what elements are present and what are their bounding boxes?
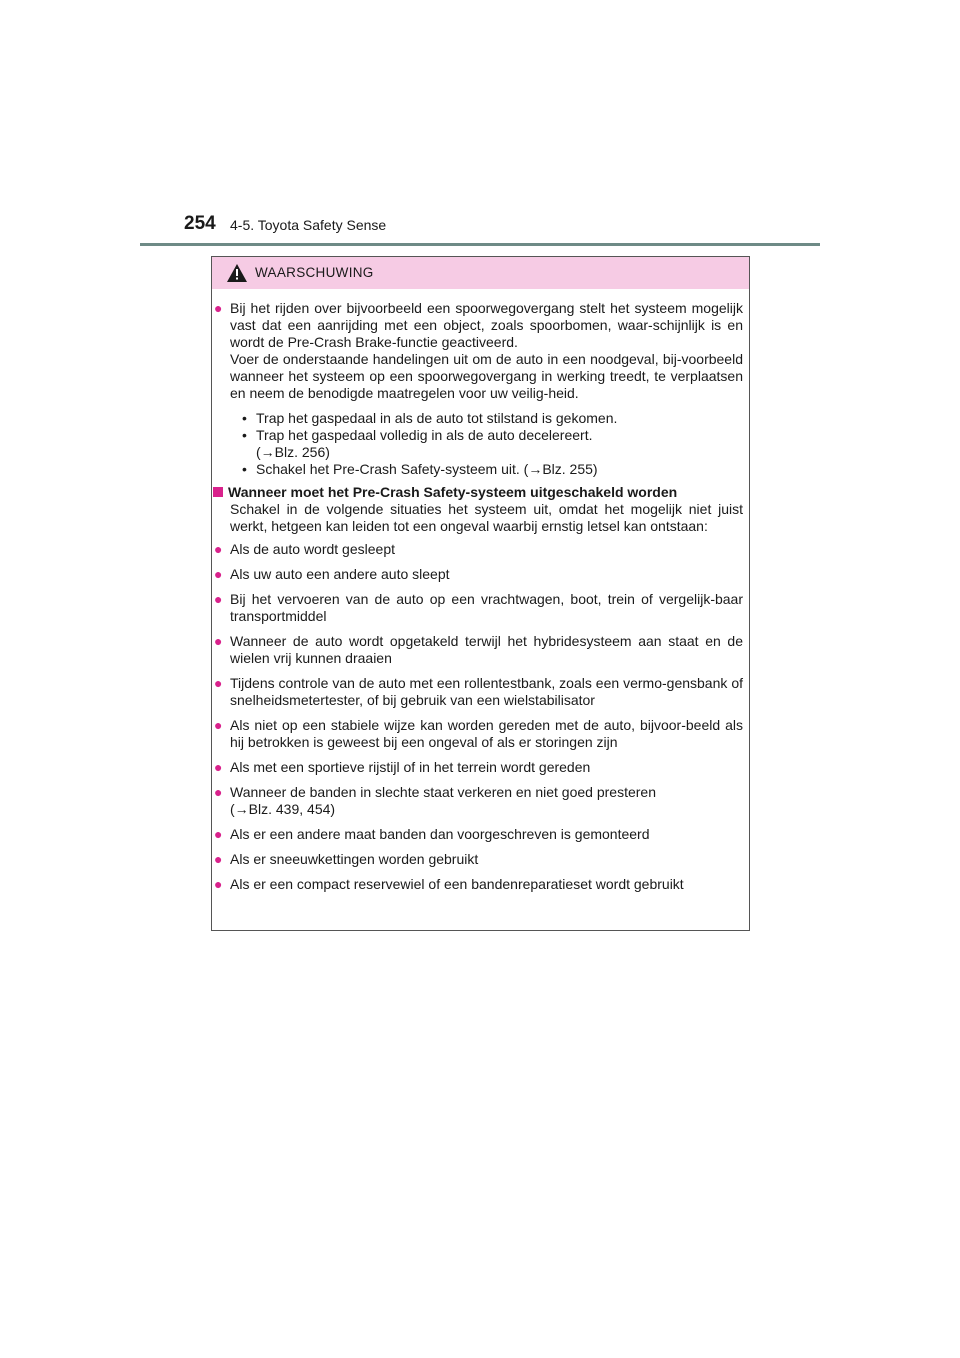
bullet-icon: ● xyxy=(214,784,223,800)
situation-item: ● Als de auto wordt gesleept xyxy=(214,541,395,557)
warning-item xyxy=(212,300,743,402)
situation-item: ● Tijdens controle van de auto met een rollentestbank, zoals een vermo-gensbank of snelheidsmetertester, of bij gebruik van een wielstabilisator xyxy=(214,675,743,708)
sub-list-item: • Trap het gaspedaal volledig in als de auto decelereert. (→Blz. 256) xyxy=(242,427,593,460)
warning-triangle-icon xyxy=(227,264,247,282)
situation-item: ● Wanneer de auto wordt opgetakeld terwijl het hybridesysteem aan staat en de wielen vrij kunnen draaien xyxy=(214,633,743,666)
bullet-icon: ● xyxy=(214,876,223,892)
sub-bullet: • xyxy=(242,427,247,443)
sub-list xyxy=(212,410,743,478)
bullet-icon: ● xyxy=(214,717,223,733)
page-number: 254 xyxy=(184,213,216,234)
situation-item: ● Als uw auto een andere auto sleept xyxy=(214,566,450,582)
warning-header xyxy=(212,257,749,289)
sub-list-item: • Schakel het Pre-Crash Safety-systeem uit. (→Blz. 255) xyxy=(242,461,598,477)
sub-bullet: • xyxy=(242,461,247,477)
sub-list-item: • Trap het gaspedaal in als de auto tot stilstand is gekomen. xyxy=(242,410,618,426)
warning-label: WAARSCHUWING xyxy=(255,265,374,280)
bullet-icon: ● xyxy=(214,566,223,582)
bullet-icon: ● xyxy=(214,591,223,607)
sub-bullet: • xyxy=(242,410,247,426)
bullet-icon: ● xyxy=(214,541,223,557)
warning-item-text-2: Voer de onderstaande handelingen uit om de auto in een noodgeval, bij-voorbeeld wanneer het systeem op een spoorwegovergang in werking treedt, te verplaatsen en neem de benodigde maatregelen voor uw veilig-heid. xyxy=(230,351,743,401)
bullet-icon: ● xyxy=(214,759,223,775)
section-title: 4-5. Toyota Safety Sense xyxy=(230,217,387,233)
section-heading: Wanneer moet het Pre-Crash Safety-systeem uitgeschakeld worden xyxy=(212,484,743,501)
situation-item: ● Als er een compact reservewiel of een bandenreparatieset wordt gebruikt xyxy=(214,876,684,892)
bullet-icon: ● xyxy=(214,851,223,867)
warning-content xyxy=(212,300,743,901)
page-header xyxy=(184,213,824,243)
situation-item: ● Als er een andere maat banden dan voorgeschreven is gemonteerd xyxy=(214,826,650,842)
square-bullet-icon xyxy=(213,487,223,497)
situation-item: ● Als er sneeuwkettingen worden gebruikt xyxy=(214,851,479,867)
section-intro: Schakel in de volgende situaties het systeem uit, omdat het mogelijk niet juist werkt, hetgeen kan leiden tot een ongeval waarbij ernstig letsel kan ontstaan: xyxy=(230,501,743,534)
situation-item: ● Wanneer de banden in slechte staat verkeren en niet goed presteren (→Blz. 439, 454) xyxy=(214,784,656,817)
warning-item-text: Bij het rijden over bijvoorbeeld een spoorwegovergang stelt het systeem mogelijk vast dat een aanrijding met een object, zoals spoorbomen, waar-schijnlijk is en wordt de Pre-Crash Brake-functie geactiveerd. xyxy=(230,300,743,350)
bullet-icon: ● xyxy=(214,826,223,842)
bullet-icon: ● xyxy=(214,633,223,649)
situation-item: ● Als met een sportieve rijstijl of in het terrein wordt gereden xyxy=(214,759,591,775)
situation-item: ● Als niet op een stabiele wijze kan worden gereden met de auto, bijvoor-beeld als hij betrokken is geweest bij een ongeval of als er storingen zijn xyxy=(214,717,743,750)
page-reference: (→Blz. 256) xyxy=(256,444,330,460)
bullet-icon: ● xyxy=(214,300,223,316)
bullet-icon: ● xyxy=(214,675,223,691)
header-rule xyxy=(140,243,820,246)
situation-item: ● Bij het vervoeren van de auto op een vrachtwagen, boot, trein of vergelijk-baar transportmiddel xyxy=(214,591,743,624)
page-reference: (→Blz. 439, 454) xyxy=(230,801,336,817)
